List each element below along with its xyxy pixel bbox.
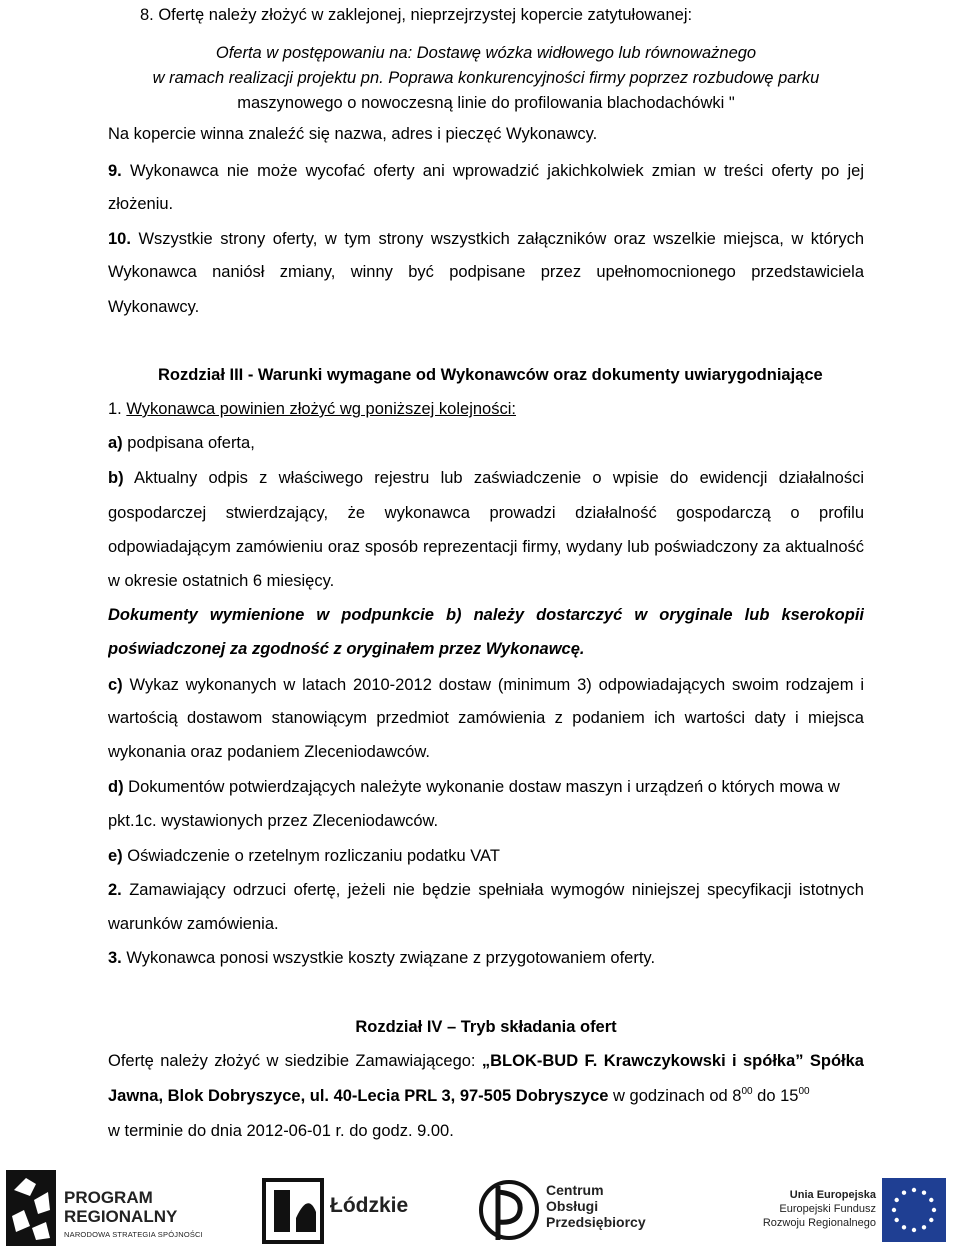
ch3-item-d-label: d) [108,778,124,796]
ch3-item-1 [108,398,864,420]
ch3-item-a [108,432,864,454]
ch3-item-b-line-2: gospodarczej stwierdzający, że wykonawca prowadzi działalność gospodarczą o profilu [108,504,864,522]
point-10-line-3: Wykonawcy. [108,298,200,316]
ch3-item-2-text: Zamawiający odrzuci ofertę, jeżeli nie będzie spełniała wymogów niniejszej specyfikacji istotnych [129,881,864,899]
eu-line-1: Unia Europejska [789,1189,876,1201]
ch3-item-b-line-1 [108,467,864,489]
cop-line-2: Obsługi [546,1198,599,1214]
ch3-item-b-line-3: odpowiadającym zamówieniu oraz sposób reprezentacji firmy, wydany lub poświadczony za aktualność [108,538,864,556]
point-8 [140,4,870,26]
cop-line-3: Przedsiębiorcy [546,1214,646,1230]
footer-logos [0,1158,960,1258]
ch3-item-c-line-3: wykonania oraz podaniem Zleceniodawców. [108,743,430,761]
pr-line-2: REGIONALNY [64,1207,178,1226]
point-9-line-2: złożeniu. [108,195,174,213]
ch3-item-c-line-1 [108,674,864,696]
point-10-line-2: Wykonawca naniósł zmiany, winny być podpisane przez upełnomocnionego przedstawiciela [108,263,864,281]
cop-line-1: Centrum [546,1182,604,1198]
ch4-hours-to: do 15 [752,1087,799,1105]
ch3-item-1-number: 1. [108,400,122,418]
eu-star-icon [902,1191,906,1195]
ch4-line-2-address: Jawna, Blok Dobryszyce, ul. 40-Lecia PRL 3, 97-505 Dobryszyce [108,1087,609,1105]
ch3-item-3-text: Wykonawca ponosi wszystkie koszty związane z przygotowaniem oferty. [126,949,656,967]
pr-line-3: NARODOWA STRATEGIA SPÓJNOŚCI [64,1230,203,1239]
ch3-item-a-text: podpisana oferta, [127,434,255,452]
eu-line-2: Europejski Fundusz [779,1203,876,1215]
point-9-text: Wykonawca nie może wycofać oferty ani wprowadzić jakichkolwiek zmian w treści oferty po jej [129,162,864,180]
ch3-item-e [108,845,864,867]
eu-star-icon [902,1225,906,1229]
ch3-item-a-label: a) [108,434,123,452]
ch3-item-b-label: b) [108,469,124,487]
point-8-text: 8. Ofertę należy złożyć w zaklejonej, nieprzejrzystej kopercie zatytułowanej: [140,6,693,24]
ch3-item-d-text: Dokumentów potwierdzających należyte wykonanie dostaw maszyn i urządzeń o których mowa w [128,778,840,796]
point-9-number: 9. [108,162,122,180]
ch3-item-b-line-4: w okresie ostatnich 6 miesięcy. [108,572,335,590]
ch3-item-3-number: 3. [108,949,122,967]
ch4-line-2 [108,1085,864,1107]
envelope-title-line-2: w ramach realizacji projektu pn. Poprawa konkurencyjności firmy poprzez rozbudowę parku [152,69,820,87]
envelope-note: Na kopercie winna znaleźć się nazwa, adres i pieczęć Wykonawcy. [108,125,598,143]
ch3-item-c-text: Wykaz wykonanych w latach 2010-2012 dostaw (minimum 3) odpowiadających swoim rodzajem i [129,676,864,694]
ch3-item-e-text: Oświadczenie o rzetelnym rozliczaniu podatku VAT [127,847,500,865]
ch3-item-b-text: Aktualny odpis z właściwego rejestru lub zaświadczenie o wpisie do ewidencji działalności [133,469,864,487]
eu-line-3: Rozwoju Regionalnego [762,1217,876,1229]
ch3-item-e-label: e) [108,847,123,865]
ch4-hours-from-sup: 00 [741,1086,753,1097]
eu-star-icon [892,1208,896,1212]
ch4-line-1-company: „BLOK-BUD F. Krawczykowski i spółka” Spółka [481,1052,864,1070]
point-9-line-1 [108,160,864,182]
ch3-item-3 [108,947,864,969]
ch4-hours-to-sup: 00 [798,1086,810,1097]
ch3-item-2-number: 2. [108,881,122,899]
eu-star-icon [912,1188,916,1192]
program-regionalny-title [64,1188,177,1226]
eu-star-icon [912,1228,916,1232]
cop-title [546,1182,646,1230]
eu-star-icon [929,1218,933,1222]
ch3-item-1-text: Wykonawca powinien złożyć wg poniższej kolejności: [126,400,516,418]
ch4-line-3: w terminie do dnia 2012-06-01 r. do godz. 9.00. [108,1122,454,1140]
ch3-item-c-line-2: wartością dostawom stanowiącym przedmiot zamówienia z podaniem ich wartości daty i miejsca [108,709,864,727]
ch4-hours-from: w godzinach od 8 [608,1087,742,1105]
ch3-item-c-label: c) [108,676,123,694]
eu-star-icon [932,1208,936,1212]
eu-star-icon [895,1198,899,1202]
ch3-item-2-line-2: warunków zamówienia. [108,915,279,933]
ch4-line-1 [108,1050,864,1072]
eu-title [740,1188,876,1230]
point-10-number: 10. [108,230,131,248]
lodzkie-label: Łódzkie [330,1194,409,1217]
pr-line-1: PROGRAM [64,1188,153,1207]
cop-emblem-icon [478,1172,540,1248]
ch3-item-d-line-1 [108,776,864,798]
chapter-3-title: Rozdział III - Warunki wymagane od Wykonawców oraz dokumenty uwiarygodniające [158,366,823,384]
eu-star-icon [895,1218,899,1222]
ch3-docs-note-line-2: poświadczonej za zgodność z oryginałem przez Wykonawcę. [108,640,585,658]
chapter-4-title: Rozdział IV – Tryb składania ofert [355,1018,617,1036]
eu-star-icon [922,1191,926,1195]
ch3-item-d-line-2: pkt.1c. wystawionych przez Zleceniodawców. [108,812,439,830]
ch3-item-2-line-1 [108,879,864,901]
eu-star-icon [929,1198,933,1202]
eu-flag-icon [882,1178,946,1242]
ch3-docs-note-line-1: Dokumenty wymienione w podpunkcie b) należy dostarczyć w oryginale lub kserokopii [108,606,864,624]
envelope-title-line-3: maszynowego o nowoczesną linie do profilowania blachodachówki " [237,94,735,112]
lodzkie-emblem-icon [262,1178,324,1244]
ch4-line-1-plain: Ofertę należy złożyć w siedzibie Zamawiającego: [108,1052,482,1070]
eu-star-icon [922,1225,926,1229]
point-10-text: Wszystkie strony oferty, w tym strony wszystkich załączników oraz wszelkie miejsca, w których [138,230,864,248]
envelope-title-line-1: Oferta w postępowaniu na: Dostawę wózka widłowego lub równoważnego [215,44,757,62]
program-regionalny-emblem-icon [6,1170,56,1246]
point-10-line-1 [108,228,864,250]
